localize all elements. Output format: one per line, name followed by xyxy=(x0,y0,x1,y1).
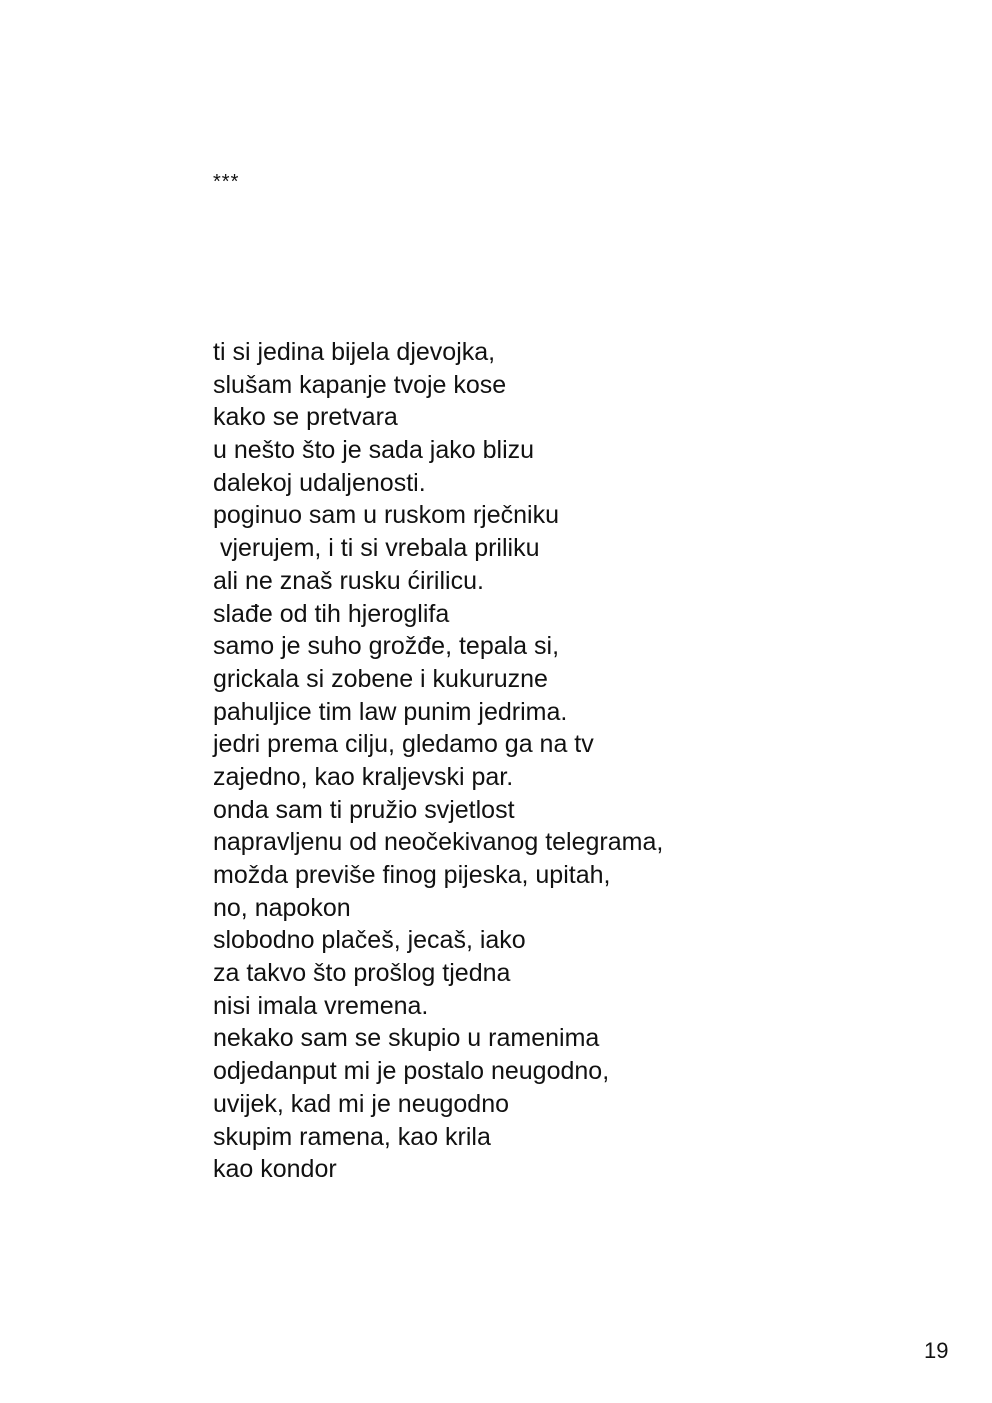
poem-line: skupim ramena, kao krila xyxy=(213,1122,491,1151)
poem-line: dalekoj udaljenosti. xyxy=(213,468,426,497)
poem-line: ali ne znaš rusku ćirilicu. xyxy=(213,566,484,595)
poem-line: odjedanput mi je postalo neugodno, xyxy=(213,1057,610,1086)
poem-line: samo je suho grožđe, tepala si, xyxy=(213,632,560,661)
poem-line: pahuljice tim law punim jedrima. xyxy=(213,697,568,726)
poem-line: slađe od tih hjeroglifa xyxy=(213,599,450,628)
poem-line: kao kondor xyxy=(213,1155,337,1184)
poem-line: za takvo što prošlog tjedna xyxy=(213,959,511,988)
poem-line: jedri prema cilju, gledamo ga na tv xyxy=(213,730,594,759)
poem-line: uvijek, kad mi je neugodno xyxy=(213,1089,510,1118)
poem-line: onda sam ti pružio svjetlost xyxy=(213,795,515,824)
poem-line: poginuo sam u ruskom rječniku xyxy=(213,501,559,530)
poem-line: vjerujem, i ti si vrebala priliku xyxy=(213,534,540,563)
poem-line: možda previše finog pijeska, upitah, xyxy=(213,861,611,889)
poem-line: ti si jedina bijela djevojka, xyxy=(213,338,496,366)
poem-line: napravljenu od neočekivanog telegrama, xyxy=(213,828,664,857)
section-separator: *** xyxy=(213,171,240,193)
poem-line: grickala si zobene i kukuruzne xyxy=(213,664,548,693)
poem-line: nekako sam se skupio u ramenima xyxy=(213,1024,600,1053)
poem-line: nisi imala vremena. xyxy=(213,991,429,1020)
poem-body xyxy=(213,336,663,1186)
poem-line: slobodno plačeš, jecaš, iako xyxy=(213,926,526,955)
poem-line: zajedno, kao kraljevski par. xyxy=(213,762,514,791)
poem-line: slušam kapanje tvoje kose xyxy=(213,370,507,399)
poem-line: u nešto što je sada jako blizu xyxy=(213,436,535,465)
poem-line: kako se pretvara xyxy=(213,403,398,432)
page-number: 19 xyxy=(924,1338,949,1363)
poem-line: no, napokon xyxy=(213,893,351,922)
